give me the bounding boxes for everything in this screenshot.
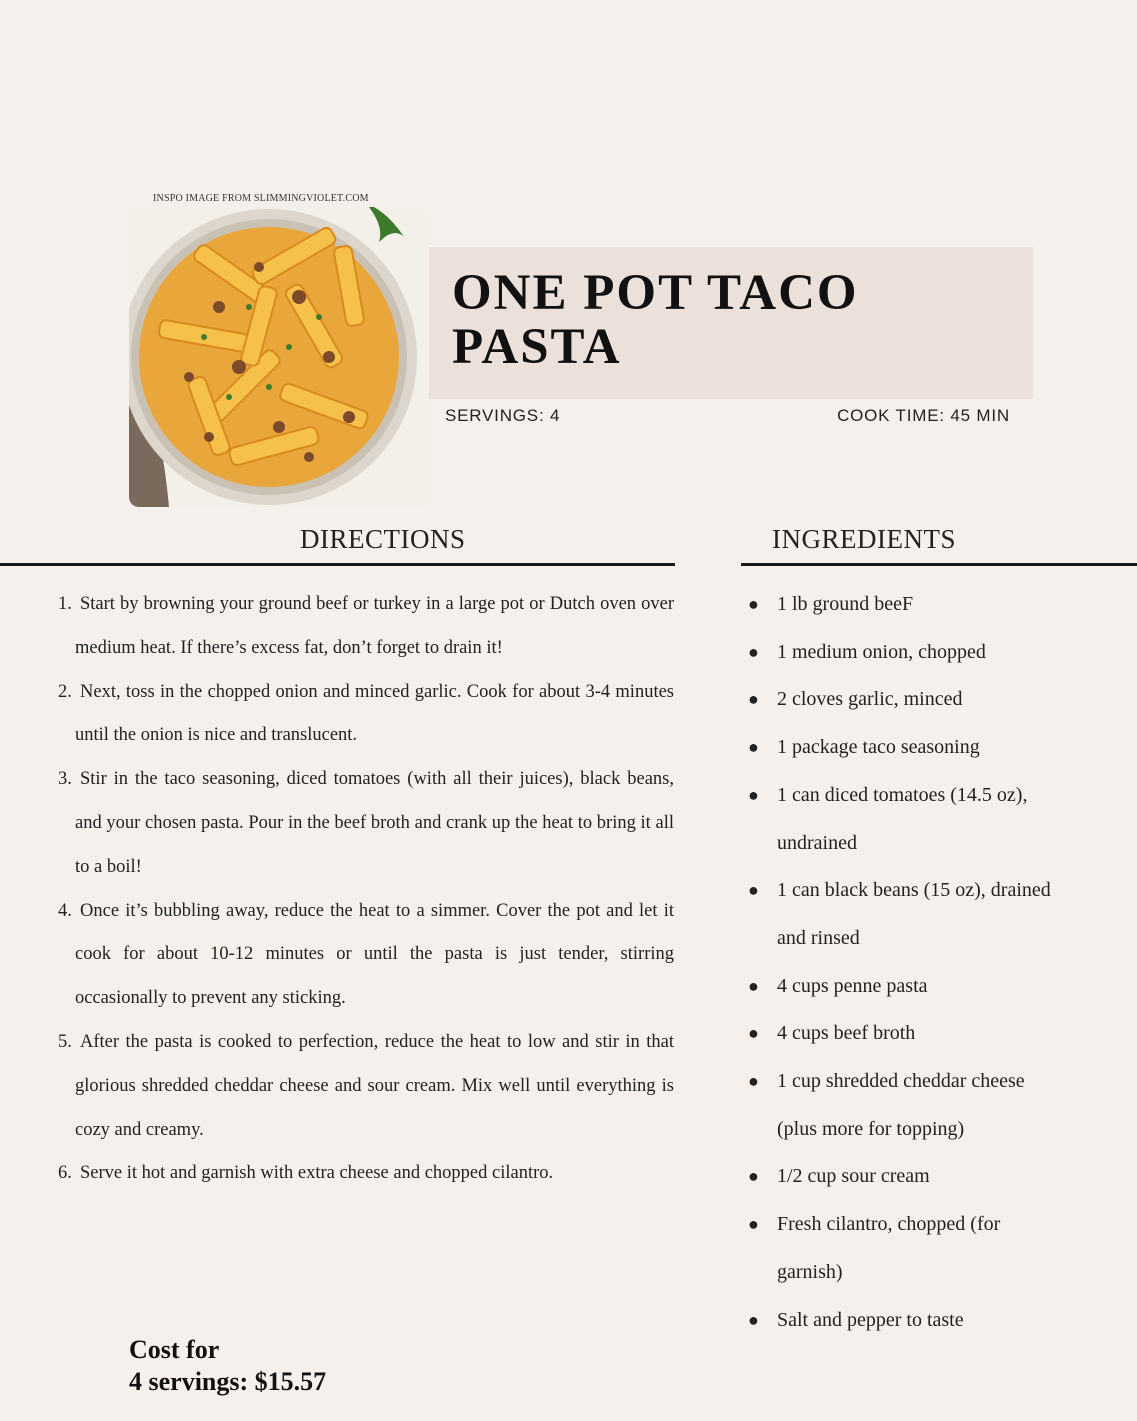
image-credit: INSPO IMAGE FROM SLIMMINGVIOLET.COM: [153, 193, 369, 204]
direction-step: [58, 1152, 674, 1196]
ingredient-item: [748, 1058, 1068, 1153]
ingredient-item: [748, 676, 1068, 724]
ingredient-text: 1 medium onion, chopped: [777, 640, 986, 663]
ingredients-heading: INGREDIENTS: [772, 524, 956, 554]
directions-divider: [0, 563, 675, 566]
ingredient-text: 4 cups beef broth: [777, 1022, 916, 1045]
ingredient-text: Salt and pepper to taste: [777, 1308, 964, 1331]
recipe-title-line2: PASTA: [452, 319, 622, 375]
bullet-icon: ●: [748, 1214, 759, 1235]
ingredient-item: [748, 581, 1068, 629]
ingredients-divider: [741, 563, 1137, 566]
bullet-icon: ●: [748, 737, 759, 758]
bullet-icon: ●: [748, 689, 759, 710]
bullet-icon: ●: [748, 594, 759, 614]
ingredient-text: 1 lb ground beeF: [777, 593, 914, 615]
ingredient-item: [748, 724, 1068, 772]
step-number: 1.: [58, 594, 72, 614]
ingredient-item: [748, 1010, 1068, 1058]
ingredient-item: [748, 1297, 1068, 1345]
ingredient-item: [748, 963, 1068, 1011]
step-number: 4.: [58, 900, 72, 921]
ingredient-text: 1 package taco seasoning: [777, 736, 980, 759]
step-text: Stir in the taco seasoning, diced tomatoes (with all their juices), black beans, and your chosen pasta. Pour in the beef broth and crank up the heat to bring it all to a boil!: [75, 769, 674, 877]
ingredient-text: Fresh cilantro, chopped (for garnish): [777, 1213, 1001, 1283]
step-text: Next, toss in the chopped onion and minced garlic. Cook for about 3-4 minutes until the onion is nice and translucent.: [75, 681, 674, 746]
pasta-photo: [129, 207, 429, 507]
cook-time-label: COOK TIME: 45 MIN: [837, 406, 1010, 425]
step-text: Once it’s bubbling away, reduce the heat to a simmer. Cover the pot and let it cook for about 10-12 minutes or until the pasta is just tender, stirring occasionally to prevent any sticking.: [75, 900, 674, 1009]
ingredient-item: [748, 1201, 1068, 1296]
ingredient-text: 1 can black beans (15 oz), drained and rinsed: [777, 879, 1051, 949]
ingredient-text: 1 can diced tomatoes (14.5 oz), undrained: [777, 783, 1028, 854]
bullet-icon: ●: [748, 784, 759, 805]
step-number: 5.: [58, 1031, 72, 1052]
cost-summary: [129, 1334, 326, 1398]
direction-step: [58, 1021, 674, 1152]
directions-heading: DIRECTIONS: [300, 524, 466, 554]
cost-line2: 4 servings: $15.57: [129, 1367, 327, 1396]
step-text: Start by browning your ground beef or turkey in a large pot or Dutch oven over medium heat. If there’s excess fat, don’t forget to drain it!: [75, 594, 674, 658]
pasta-bowl-image: [129, 207, 429, 507]
servings-label: SERVINGS: 4: [445, 406, 561, 425]
bullet-icon: ●: [748, 975, 759, 996]
step-text: After the pasta is cooked to perfection, reduce the heat to low and stir in that glorious shredded cheddar cheese and sour cream. Mix well until everything is cozy and creamy.: [75, 1031, 674, 1140]
bullet-icon: ●: [748, 880, 759, 901]
cost-line1: Cost for: [129, 1335, 220, 1364]
ingredient-item: [748, 867, 1068, 962]
recipe-title-line1: ONE POT TACO: [452, 265, 859, 321]
ingredient-text: 1/2 cup sour cream: [777, 1165, 930, 1188]
ingredient-item: [748, 629, 1068, 677]
direction-step: [58, 758, 674, 889]
step-number: 3.: [58, 769, 72, 790]
step-text: Serve it hot and garnish with extra cheese and chopped cilantro.: [80, 1163, 554, 1184]
direction-step: [58, 671, 674, 759]
step-number: 2.: [58, 681, 72, 702]
bullet-icon: ●: [748, 641, 759, 662]
bullet-icon: ●: [748, 1166, 759, 1187]
recipe-title: [452, 266, 1012, 374]
ingredient-item: [748, 1153, 1068, 1201]
ingredients-list: [748, 581, 1068, 1344]
bullet-icon: ●: [748, 1023, 759, 1044]
step-number: 6.: [58, 1163, 72, 1184]
bullet-icon: ●: [748, 1309, 759, 1330]
ingredient-text: 4 cups penne pasta: [777, 974, 928, 997]
bullet-icon: ●: [748, 1071, 759, 1092]
direction-step: [58, 890, 674, 1021]
ingredient-text: 1 cup shredded cheddar cheese (plus more for topping): [777, 1070, 1025, 1140]
directions-list: [58, 583, 674, 1196]
ingredient-item: [748, 772, 1068, 867]
ingredient-text: 2 cloves garlic, minced: [777, 688, 963, 711]
direction-step: [58, 583, 674, 671]
